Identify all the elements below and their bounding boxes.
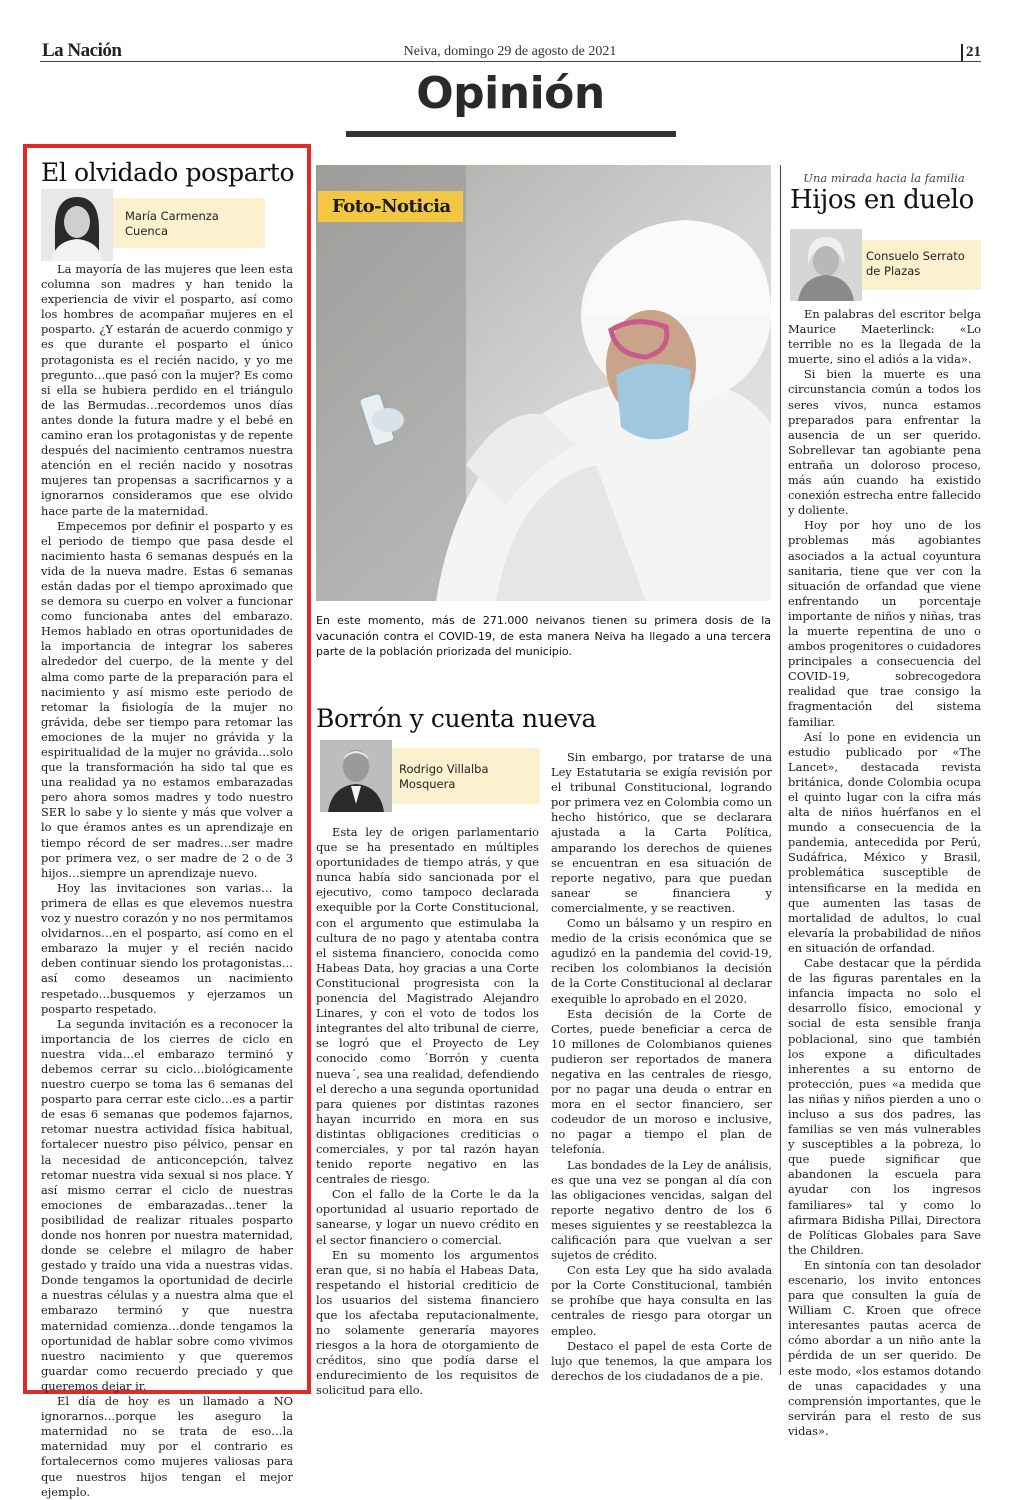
header-rule bbox=[40, 61, 981, 62]
paragraph: Así lo pone en evidencia un estudio publicado por «The Lancet», destacada revista británica, donde Colombia ocupa el quinto lugar con la cifra más alta de niños huérfanos en el mundo a consecuencia de la pandemia, antecedida por Perú, Sudáfrica, México y Brasil, problemática susceptible de intensificarse en la medida en que aumenten las tasas de mortalidad de adultos, lo cual elevaría la probabilidad de niños en situación de orfandad. bbox=[788, 729, 981, 955]
paragraph: Sin embargo, por tratarse de una Ley Estatutaria se exigía revisión por el tribunal Constitucional, logrando por primera vez en Colombia como un hecho histórico, que se declarara ajustada a la Carta Política, amparando los derechos de quienes se encuentran en esa situación de reporte negativo, para que puedan sanear se financiera y comercialmente, y se reactiven. bbox=[551, 750, 772, 915]
paragraph: Con esta Ley que ha sido avalada por la Corte Constitucional, también se prohíbe que haya consulta en las centrales de riesgo para otorgar un empleo. bbox=[551, 1263, 772, 1338]
right-article-body bbox=[788, 307, 982, 1438]
paragraph: Hoy las invitaciones son varias… la primera de ellas es que elevemos nuestra voz y nuestro corazón y no nos permitamos olvidarnos…en el posparto, así como en el embarazo la mujer y el recién nacido deben continuar siendo los protagonistas…así como deseamos un nacimiento respetado…busquemos y ejerzamos un posparto respetado. bbox=[41, 880, 293, 1016]
paragraph: Cabe destacar que la pérdida de las figuras parentales en la infancia impacta no solo el desarrollo físico, emocional y social de esta sensible franja poblacional, sino que también los expone a dificultades inherentes a su entorno de protección, pues «a medida que las niñas y niños pierden a uno o incluso a sus dos padres, las familias se ven más vulnerables y susceptibles a la pobreza, lo que puede significar que abandonen la escuela para ayudar con los ingresos familiares» tal y como lo afirmara Bidisha Pillai, Directora de Políticas Globales para Save the Children. bbox=[788, 956, 981, 1257]
right-article-title: Hijos en duelo bbox=[790, 185, 974, 215]
newspaper-brand: La Nación bbox=[42, 40, 122, 61]
center-article-title: Borrón y cuenta nueva bbox=[316, 704, 597, 733]
left-author-avatar bbox=[41, 189, 113, 261]
vaccination-photo bbox=[316, 165, 771, 601]
center-article-body-col2 bbox=[551, 750, 772, 1383]
author-portrait-icon bbox=[320, 740, 392, 812]
paragraph: Empecemos por definir el posparto y es el periodo de tiempo que pasa desde el nacimiento hasta 6 semanas después en la vida de la nueva madre. Estas 6 semanas están dadas por el tiempo aproximado que se demora su cuerpo en volver a funcionar como funcionaba antes del embarazo. Hemos hablado en otras oportunidades de la importancia de integrar los saberes alrededor del cuerpo, de la mente y del alma como parte de la preparación para el nacimiento y así mismo este periodo de retomar la fisiología de la mujer no grávida, debe ser tiempo para retomar las emociones de la mujer no grávida y la espiritualidad de la mujer no grávida…solo que la transformación ha sido tal que es una realidad ya no estamos embarazadas pero ahora somos madres y todo nuestro SER lo sabe y lo siente y más que volver a lo que éramos antes es un aprendizaje en tiempo récord de ser madres…ser madre por primera vez, o ser madre de 2 o de 3 hijos…siempre un aprendizaje nuevo. bbox=[41, 518, 293, 880]
left-author-name: María Carmenza Cuenca bbox=[97, 198, 265, 248]
photo-caption: En este momento, más de 271.000 neivanos tienen su primera dosis de la vacunación contra el COVID-19, de esta manera Neiva ha llegado a una tercera parte de la población priorizada del municipio. bbox=[316, 614, 771, 658]
paragraph: Esta decisión de la Corte de Cortes, puede beneficiar a cerca de 10 millones de Colombianos quienes pudieron ser reportados de manera negativa en las centrales de riesgo, por no pagar una deuda o entrar en mora en el sector financiero, ser codeudor de un moroso e inclusive, no pagar a tiempo el plan de telefonía. bbox=[551, 1006, 772, 1157]
photo-news-tag: Foto-Noticia bbox=[318, 191, 463, 222]
paragraph: Esta ley de origen parlamentario que se ha presentado en múltiples oportunidades de tiempo atrás, y que nunca había sido sancionada por el ejecutivo, como tampoco declarada exequible por la Corte Constitucional, con el argumento que estimulaba la cultura de no pago y atentaba contra el sistema financiero, conocida como Habeas Data, hoy gracias a una Corte Constitucional progresista con la ponencia del Magistrado Alejandro Linares, y con el voto de todos los integrantes del alto tribunal de cierre, se logró que el Proyecto de Ley conocido como ´Borrón y cuenta nueva´, sea una realidad, defendiendo el derecho a una segunda oportunidad para quienes por distintas razones hayan incurrido en mora en sus distintas obligaciones crediticias o comerciales, y por tal razón hayan tenido reporte negativo en las centrales de riesgo. bbox=[316, 825, 539, 1187]
paragraph: Con el fallo de la Corte le da la oportunidad al usuario reportado de sanearse, y logar un nuevo crédito en el sector financiero o comercial. bbox=[316, 1187, 539, 1247]
paragraph: Las bondades de la Ley de análisis, es que una vez se pongan al día con las obligaciones vencidas, salgan del reporte negativo dentro de los 6 meses siguientes y se reestablezca la calificación para que vuelvan a ser sujetos de crédito. bbox=[551, 1157, 772, 1263]
center-author-name: Rodrigo Villalba Mosquera bbox=[372, 748, 540, 804]
dateline: Neiva, domingo 29 de agosto de 2021 bbox=[403, 44, 617, 59]
section-underline bbox=[346, 131, 676, 137]
health-worker-photo-icon bbox=[316, 165, 771, 601]
center-article-body-col1 bbox=[316, 825, 539, 1398]
paragraph: Destaco el papel de esta Corte de lujo que tenemos, la que ampara los derechos de los ciudadanos de a pie. bbox=[551, 1338, 772, 1383]
paragraph: La mayoría de las mujeres que leen esta columna son madres y han tenido la experiencia de vivir el posparto, así como los hombres de acompañar mujeres en el posparto. ¿Y estarán de acuerdo conmigo y es que durante el posparto el único protagonista es el recién nacido, y yo me pregunto…que pasó con la mujer? Es como si ella se hubiera perdido en el triángulo de las Bermudas…recordemos unos días antes donde la futura madre y el bebé en camino eran los protagonistas y de repente después del nacimiento centramos nuestra atención en el recién nacido y nosotras mujeres tan propensas a sacrificarnos y a ignorarnos consideramos que ese olvido hace parte de la maternidad. bbox=[41, 262, 293, 518]
paragraph: En sintonía con tan desolador escenario, los invito entonces para que consulten la guía de William C. Kroen que ofrece interesantes pautas acerca de cómo abordar a un niño ante la pérdida de un ser querido. De este modo, «los estamos dotando de unas capacidades y una comprensión importantes, que le servirán para el resto de sus vidas». bbox=[788, 1257, 981, 1438]
left-article-title: El olvidado posparto bbox=[41, 158, 295, 187]
right-author-avatar bbox=[790, 229, 862, 301]
section-title: Opinión bbox=[416, 68, 605, 119]
paragraph: Si bien la muerte es una circunstancia común a todos los seres vivos, nunca estamos preparados para enfrentar la ausencia de un ser querido. Sobrellevar tan agobiante pena entraña un doloroso proceso, más aún cuando ha existido conexión estrecha entre fallecido y doliente. bbox=[788, 367, 981, 518]
paragraph: En palabras del escritor belga Maurice Maeterlinck: «Lo terrible no es la llegada de la muerte, sino el adiós a la vida». bbox=[788, 307, 981, 367]
paragraph: El día de hoy es un llamado a NO ignorarnos…porque les aseguro la maternidad no se trata de eso…la maternidad muy por el contrario es fortalecernos como mujeres valiosas para que nuestros hijos tengan el mejor ejemplo. bbox=[41, 1394, 293, 1499]
paragraph: Hoy por hoy uno de los problemas más agobiantes asociados a la actual coyuntura sanitaria, tiene que ver con la situación de orfandad que viene enfrentando un porcentaje importante de niños y niñas, tras la muerte repentina de uno o ambos progenitores o cuidadores principales a consecuencia del COVID-19, sobrecogedora realidad que trae consigo la fragmentación del sistema familiar. bbox=[788, 518, 982, 729]
center-author-avatar bbox=[320, 740, 392, 812]
paragraph: La segunda invitación es a reconocer la importancia de los cierres de ciclo en nuestra vida…el embarazo terminó y debemos cerrar su ciclo…biológicamente nuestro cuerpo se toma las 6 semanas del posparto para cerrar este ciclo…es a partir de esas 6 semanas que podemos fajarnos, retomar nuestra actividad física habitual, fortalecer nuestro piso pélvico, pensar en la necesidad de anticoncepción, talvez retomar nuestra vida sexual si nos place. Y así mismo cerrar el ciclo de nuestras emociones de embarazadas…tener la posibilidad de realizar rituales posparto donde nos honren por nuestra maternidad, donde se celebre el milagro de haber gestado y traído una vida a nuestras vidas. Donde tengamos la oportunidad de decirle a nuestras células y a nuestra alma que el embarazo terminó y que nuestra maternidad comienza…donde tengamos la oportunidad de hablar sobre como vivimos nuestro nacimiento y que queremos guardar como recuerdo preciado y que queremos dejar ir. bbox=[41, 1016, 293, 1393]
right-article-kicker: Una mirada hacia la familia bbox=[803, 171, 965, 185]
paragraph: Como un bálsamo y un respiro en medio de la crisis económica que se agudizó en la pandemia del covid-19, reciben los colombianos la decisión de la Corte Constitucional al declarar exequible lo aprobado en el 2020. bbox=[551, 916, 772, 1006]
column-separator bbox=[780, 165, 781, 1375]
author-portrait-icon bbox=[41, 189, 113, 261]
right-author-name: Consuelo Serrato de Plazas bbox=[842, 240, 981, 290]
page-number: 21 bbox=[961, 44, 981, 61]
author-portrait-icon bbox=[790, 229, 862, 301]
paragraph: En su momento los argumentos eran que, si no había el Habeas Data, respetando el historial crediticio de los usuarios del sistema financiero que los afectaba reputacionalmente, no solamente generaría mayores riesgos a la hora de otorgamiento de créditos, sino que podía darse el endurecimiento de los requisitos de solicitud para ello. bbox=[316, 1247, 539, 1398]
left-article-body bbox=[41, 262, 293, 1499]
